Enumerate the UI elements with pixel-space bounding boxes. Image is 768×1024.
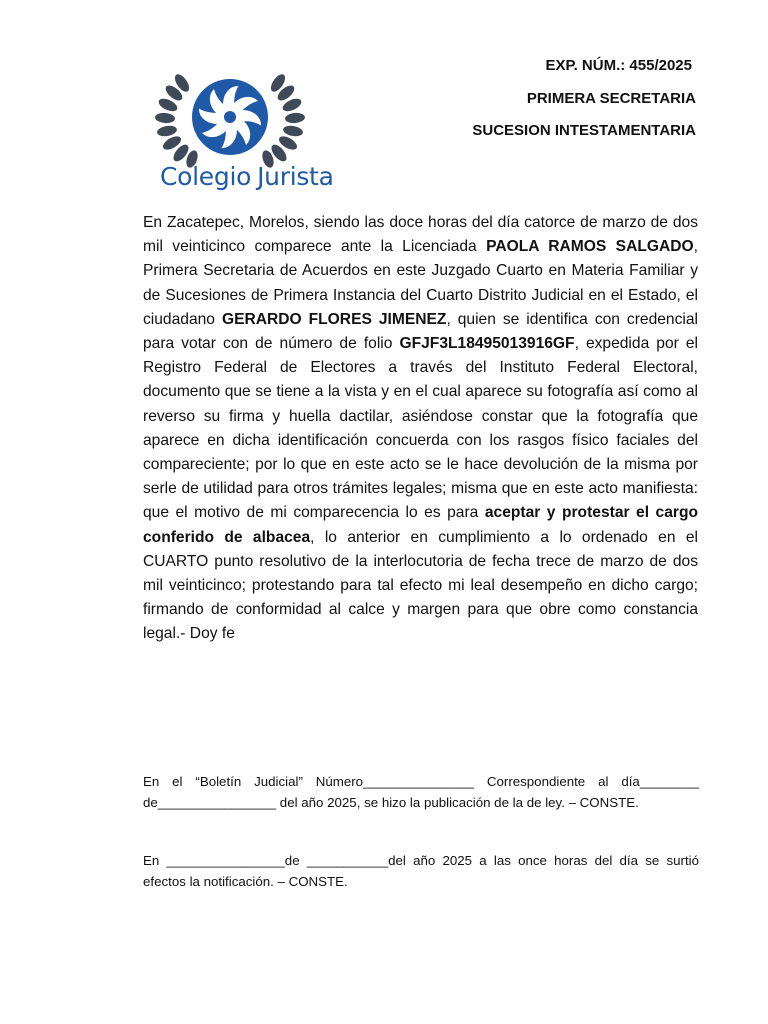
body-text-4: , expedida por el Registro Federal de Electores a través del Instituto Federal Electoral, documento que se tiene a la vista y en el cual aparece su fotografía así como al reverso su firma y huella dactilar, asiéndose constar que la fotografía que aparece en dicha identificación concuerda con los rasgos físico faciales del compareciente; por lo que en este acto se le hace devolución de la misma por serle de utilidad para otros trámites legales; misma que en este acto manifiesta: que el motivo de mi comparecencia lo es para (143, 335, 698, 522)
notificacion-note: En ________________de ___________del año 2025 a las once horas del día se surtió efectos la notificación. – CONSTE. (143, 853, 699, 889)
secretaria-label: PRIMERA SECRETARIA (526, 90, 696, 107)
body-text-5: , lo anterior en cumplimiento a lo ordenado en el CUARTO punto resolutivo de la interlocutoria de fecha trece de marzo de dos mil veinticinco; protestando para tal efecto mi leal desempeño en dicho cargo; firmando de conformidad al calce y margen para que obre como constancia legal.- Doy fe (143, 528, 698, 643)
expediente-number: EXP. NÚM.: 455/2025 (545, 57, 692, 74)
secretaria-name: PAOLA RAMOS SALGADO (486, 238, 694, 256)
boletin-note: En el “Boletín Judicial” Número_______________ Correspondiente al día________ de________________ del año 2025, se hizo la publicación de la de ley. – CONSTE. (143, 774, 699, 810)
body-text-1: En Zacatepec, Morelos, siendo las doce horas del día catorce de marzo de dos mil veinticinco comparece ante la Licenciada (143, 214, 698, 256)
cargo-text: aceptar y protestar el cargo conferido de albacea (143, 504, 699, 546)
logo-wordmark (160, 162, 334, 191)
tipo-juicio-label: SUCESION INTESTAMENTARIA (472, 122, 696, 139)
folio-number: GFJF3L18495013916GF (399, 335, 575, 353)
logo-word-1: Colegio (160, 162, 252, 191)
acta-body (143, 211, 698, 647)
logo-word-2: Jurista (257, 162, 334, 191)
swirl-emblem-icon (192, 79, 268, 155)
body-text-3: , quien se identifica con credencial para votar con de número de folio (143, 310, 699, 353)
body-text-2: , Primera Secretaria de Acuerdos en este Juzgado Cuarto en Materia Familiar y de Sucesiones de Primera Instancia del Cuarto Distrito Judicial en el Estado, el ciudadano (143, 238, 698, 328)
compareciente-name: GERARDO FLORES JIMENEZ (221, 310, 447, 328)
